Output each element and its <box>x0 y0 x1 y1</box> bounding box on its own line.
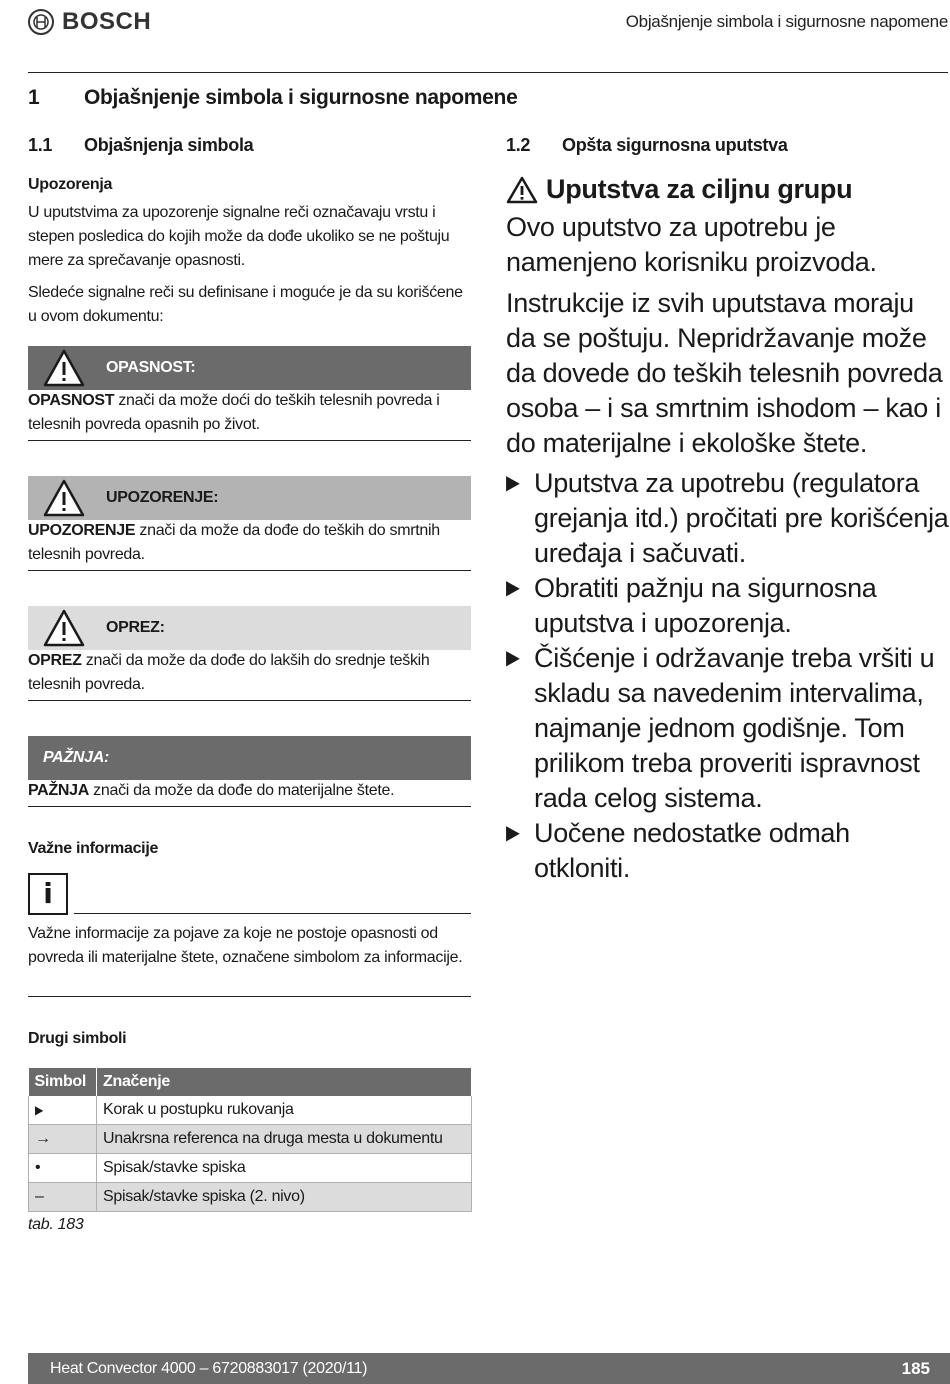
danger-term: OPASNOST <box>28 392 115 409</box>
section-1-2-title: Opšta sigurnosna uputstva <box>562 135 788 155</box>
danger-warning-bar <box>28 346 471 390</box>
warning-divider <box>28 570 471 571</box>
meaning-cell: Spisak/stavke spiska <box>97 1154 472 1183</box>
safety-instructions-list <box>506 466 950 883</box>
target-group-paragraph-1: Ovo uputstvo za upotrebu je namenjeno korisniku proizvoda. <box>506 212 877 277</box>
notice-term: PAŽNJA <box>28 782 90 799</box>
warning-triangle-icon <box>42 608 86 648</box>
table-header-row <box>29 1068 472 1096</box>
warning-text: znači da može da dođe do teških do smrtnih telesnih povreda. <box>28 522 440 563</box>
caution-divider <box>28 700 471 701</box>
list-item-text: Čišćenje i održavanje treba vršiti u skladu sa navedenim intervalima, najmanje jednom godišnje. Tom prilikom treba proveriti ispravnost rada celog sistema. <box>534 643 935 813</box>
target-group-heading <box>506 174 852 205</box>
section-1-1-number: 1.1 <box>28 135 53 155</box>
symbol-cell: • <box>29 1154 97 1183</box>
warning-triangle-icon <box>506 176 538 204</box>
info-icon-divider <box>74 913 471 914</box>
warning-warning-bar <box>28 476 471 520</box>
danger-description <box>28 389 471 437</box>
signal-words-text: Sledeće signalne reči su definisane i moguće je da su korišćene u ovom dokumentu: <box>28 284 463 325</box>
important-info-divider <box>28 996 471 997</box>
meaning-cell: Korak u postupku rukovanja <box>97 1096 472 1125</box>
warnings-intro-text: U uputstvima za upozorenje signalne reči označavaju vrstu i stepen posledica do kojih može da dođe ukoliko se ne poštuju mere za sprečavanje opasnosti. <box>28 204 450 269</box>
symbol-cell: → <box>29 1125 97 1154</box>
bosch-armature-icon <box>28 9 54 35</box>
warning-triangle-icon <box>42 348 86 388</box>
danger-divider <box>28 440 471 441</box>
caution-term: OPREZ <box>28 652 82 669</box>
header-section-title: Objašnjenje simbola i sigurnosne napomene <box>625 12 948 31</box>
page-footer <box>28 1353 950 1384</box>
notice-label: PAŽNJA: <box>43 749 110 766</box>
caution-label: OPREZ: <box>106 619 165 636</box>
symbols-table <box>28 1068 472 1212</box>
caution-text: znači da može da dođe do lakših do srednje teških telesnih povreda. <box>28 652 430 693</box>
danger-label: OPASNOST: <box>106 359 196 376</box>
column-header-symbol: Simbol <box>29 1068 97 1096</box>
table-row <box>29 1154 472 1183</box>
notice-text: znači da može da dođe do materijalne štete. <box>89 782 395 799</box>
list-item-text: Uočene nedostatke odmah otkloniti. <box>534 818 850 883</box>
symbol-cell: – <box>29 1183 97 1212</box>
table-row <box>29 1096 472 1125</box>
warnings-heading: Upozorenja <box>28 176 113 193</box>
danger-text: znači da može doći do teških telesnih povreda i telesnih povreda opasnih po život. <box>28 392 440 433</box>
list-item <box>506 571 950 641</box>
symbol-cell: ▶ <box>29 1096 97 1125</box>
notice-description <box>28 779 471 803</box>
notice-bar <box>28 736 471 780</box>
warning-description <box>28 519 471 567</box>
warning-label: UPOZORENJE: <box>106 489 219 506</box>
action-step-icon: ▶ <box>506 577 520 599</box>
list-item <box>506 466 950 571</box>
section-1-title: Objašnjenje simbola i sigurnosne napomene <box>84 86 518 109</box>
action-step-icon: ▶ <box>506 822 520 844</box>
target-group-title: Uputstva za ciljnu grupu <box>546 174 853 204</box>
list-item-text: Obratiti pažnju na sigurnosna uputstva i upozorenja. <box>534 573 877 638</box>
important-info-text: Važne informacije za pojave za koje ne postoje opasnosti od povreda ili materijalne štete, označene simbolom za informacije. <box>28 925 463 966</box>
info-icon: i <box>28 873 68 915</box>
list-item <box>506 816 950 886</box>
section-1-number: 1 <box>28 86 40 109</box>
section-1-2-number: 1.2 <box>506 135 531 155</box>
caution-description <box>28 649 471 697</box>
action-step-icon: ▶ <box>506 472 520 494</box>
other-symbols-heading: Drugi simboli <box>28 1030 127 1047</box>
notice-divider <box>28 806 471 807</box>
brand-name: BOSCH <box>62 8 152 35</box>
meaning-cell: Spisak/stavke spiska (2. nivo) <box>97 1183 472 1212</box>
column-header-meaning: Značenje <box>97 1068 472 1096</box>
caution-warning-bar <box>28 606 471 650</box>
action-step-icon: ▶ <box>506 647 520 669</box>
table-caption: tab. 183 <box>28 1216 84 1233</box>
table-row <box>29 1183 472 1212</box>
section-1-1-title: Objašnjenja simbola <box>84 135 254 155</box>
header-divider <box>28 72 948 73</box>
important-info-heading: Važne informacije <box>28 840 159 857</box>
warning-triangle-icon <box>42 478 86 518</box>
bosch-logo <box>28 8 151 36</box>
warning-term: UPOZORENJE <box>28 522 136 539</box>
footer-document-id: Heat Convector 4000 – 6720883017 (2020/11) <box>50 1359 368 1377</box>
table-row <box>29 1125 472 1154</box>
list-item <box>506 641 950 816</box>
list-item-text: Uputstva za upotrebu (regulatora grejanja itd.) pročitati pre korišćenja uređaja i sačuvati. <box>534 468 949 568</box>
target-group-paragraph-2: Instrukcije iz svih uputstava moraju da se poštuju. Nepridržavanje može da dovede do teških telesnih povreda osoba – i sa smrtnim ishodom – kao i do materijalne i ekološke štete. <box>506 288 943 458</box>
page-number: 185 <box>901 1358 930 1378</box>
meaning-cell: Unakrsna referenca na druga mesta u dokumentu <box>97 1125 472 1154</box>
